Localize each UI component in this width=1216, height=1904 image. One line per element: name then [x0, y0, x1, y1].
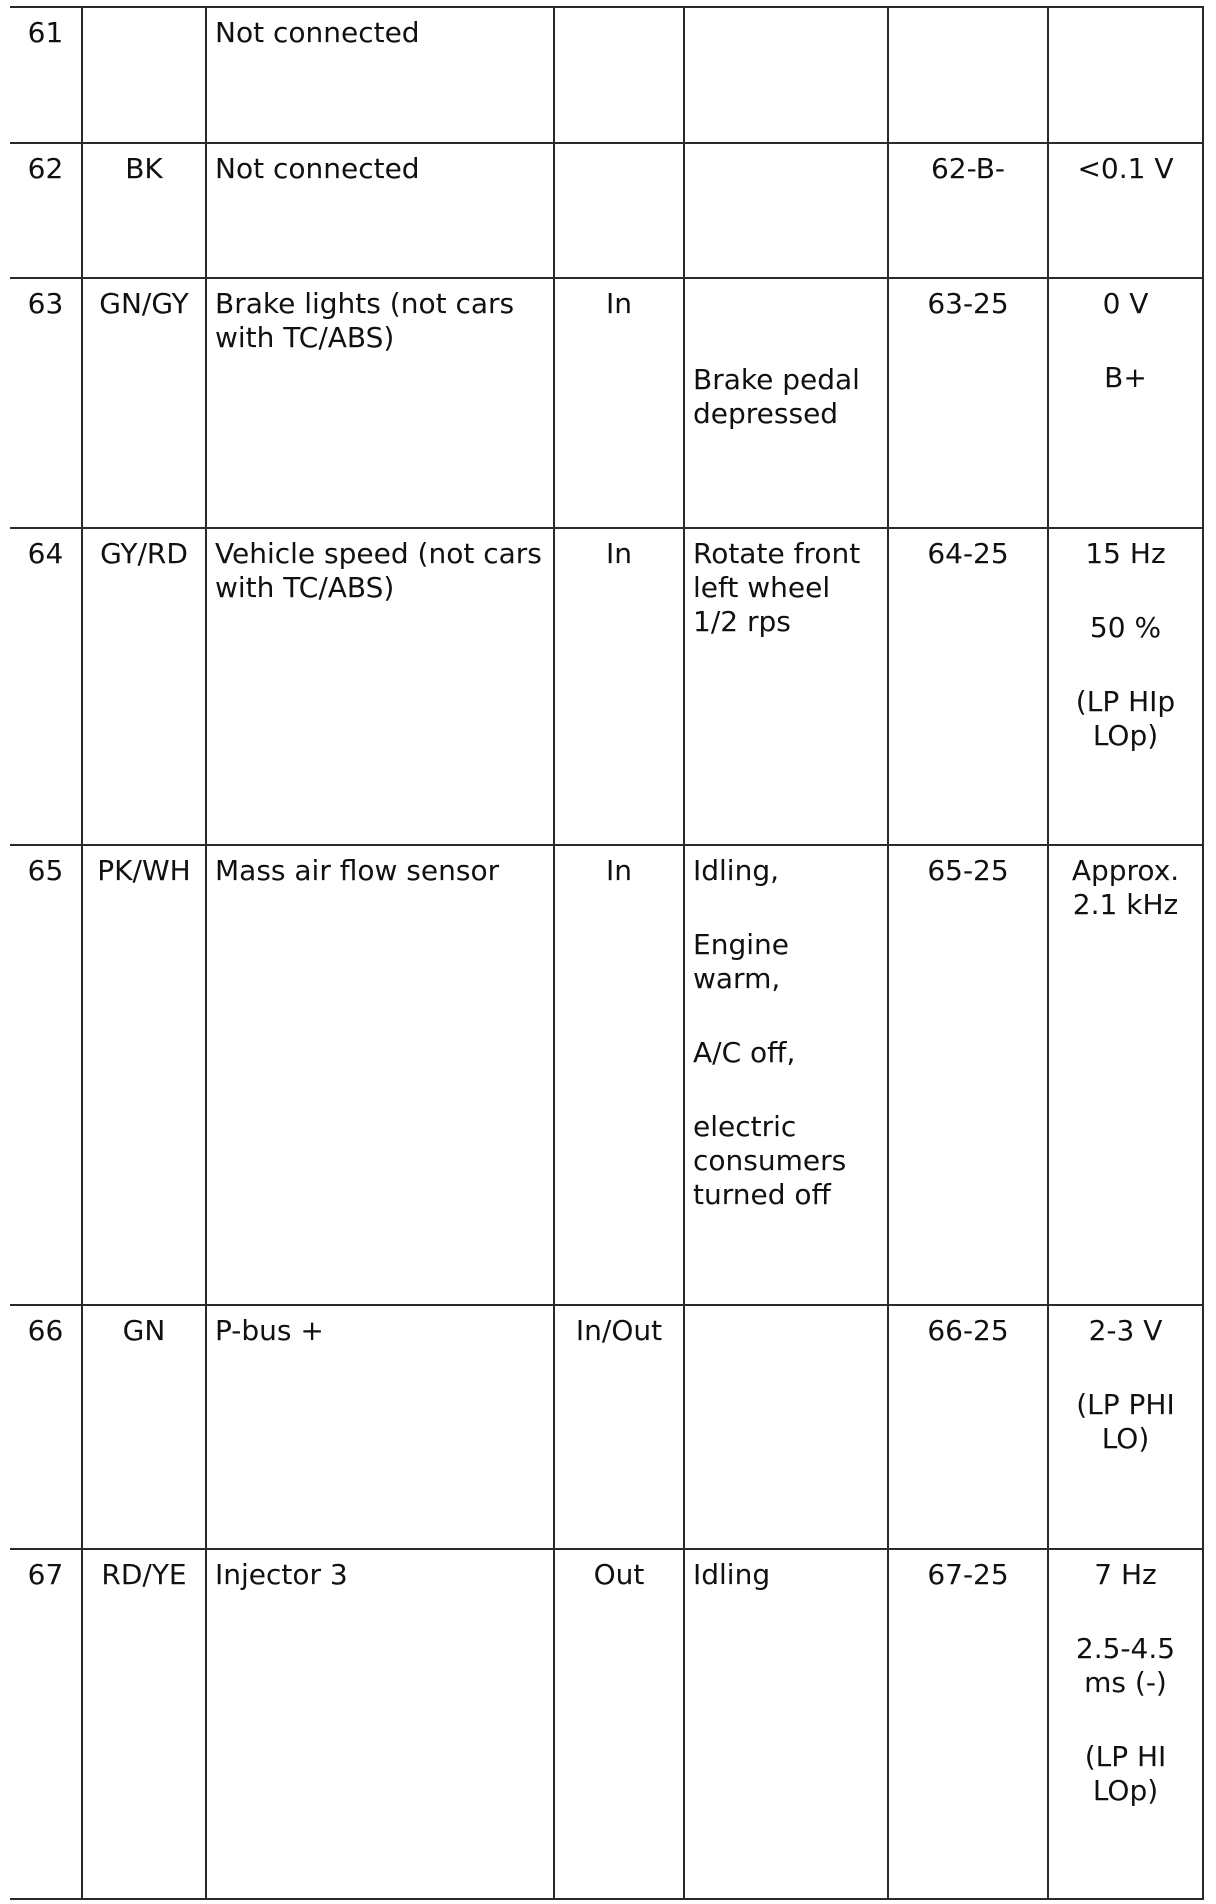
measure-points — [888, 7, 1048, 143]
test-condition: electric consumers turned off — [693, 1110, 847, 1211]
table-row — [10, 1305, 1203, 1549]
pin-description: Brake lights (not cars with TC/ABS) — [206, 278, 554, 528]
pin-number: 65 — [10, 845, 82, 1305]
nominal-values — [1048, 845, 1203, 1305]
signal-direction: In — [554, 278, 684, 528]
test-conditions — [684, 278, 888, 528]
pin-number: 62 — [10, 143, 82, 278]
signal-direction: In — [554, 845, 684, 1305]
signal-direction — [554, 7, 684, 143]
pin-description: Vehicle speed (not cars with TC/ABS) — [206, 528, 554, 845]
test-conditions — [684, 1549, 888, 1899]
pin-number: 67 — [10, 1549, 82, 1899]
signal-direction: In/Out — [554, 1305, 684, 1549]
test-conditions — [684, 845, 888, 1305]
nominal-value: (LP HI LOp) — [1084, 1740, 1167, 1807]
nominal-value: (LP PHI LO) — [1076, 1388, 1175, 1455]
test-condition: Brake pedal depressed — [693, 363, 860, 430]
nominal-value: B+ — [1104, 361, 1147, 394]
table-row — [10, 1549, 1203, 1899]
table-row — [10, 278, 1203, 528]
nominal-value: 15 Hz — [1085, 537, 1166, 570]
pin-number: 64 — [10, 528, 82, 845]
signal-direction — [554, 143, 684, 278]
test-conditions — [684, 143, 888, 278]
pin-description: Mass air flow sensor — [206, 845, 554, 1305]
pin-table — [10, 6, 1204, 1900]
pin-description: Not connected — [206, 7, 554, 143]
nominal-value: Approx. 2.1 kHz — [1071, 854, 1180, 921]
nominal-value: 2-3 V — [1088, 1314, 1163, 1347]
pin-description: Not connected — [206, 143, 554, 278]
test-condition: Engine warm, — [693, 928, 789, 995]
wire-color: GN/GY — [82, 278, 206, 528]
test-condition: Idling, — [693, 854, 780, 887]
nominal-values — [1048, 1305, 1203, 1549]
table-row — [10, 845, 1203, 1305]
test-condition: A/C off, — [693, 1036, 796, 1069]
table-row — [10, 7, 1203, 143]
measure-points: 65-25 — [888, 845, 1048, 1305]
wire-color: GY/RD — [82, 528, 206, 845]
test-conditions — [684, 7, 888, 143]
pin-number: 63 — [10, 278, 82, 528]
measure-points: 64-25 — [888, 528, 1048, 845]
signal-direction: Out — [554, 1549, 684, 1899]
nominal-value: 50 % — [1089, 611, 1162, 644]
nominal-values — [1048, 143, 1203, 278]
signal-direction: In — [554, 528, 684, 845]
pin-number: 61 — [10, 7, 82, 143]
wire-color: BK — [82, 143, 206, 278]
nominal-values — [1048, 278, 1203, 528]
nominal-value: 0 V — [1102, 287, 1149, 320]
wire-color: RD/YE — [82, 1549, 206, 1899]
nominal-values — [1048, 1549, 1203, 1899]
test-conditions — [684, 528, 888, 845]
measure-points: 66-25 — [888, 1305, 1048, 1549]
test-conditions — [684, 1305, 888, 1549]
nominal-value: 7 Hz — [1094, 1558, 1157, 1591]
pin-description: P-bus + — [206, 1305, 554, 1549]
measure-points: 62-B- — [888, 143, 1048, 278]
measure-points: 63-25 — [888, 278, 1048, 528]
nominal-values — [1048, 7, 1203, 143]
nominal-value: 2.5-4.5 ms (-) — [1075, 1632, 1176, 1699]
pin-description: Injector 3 — [206, 1549, 554, 1899]
nominal-value: (LP HIp LOp) — [1075, 685, 1176, 752]
table-row — [10, 143, 1203, 278]
measure-points: 67-25 — [888, 1549, 1048, 1899]
wire-color: GN — [82, 1305, 206, 1549]
wire-color: PK/WH — [82, 845, 206, 1305]
wire-color — [82, 7, 206, 143]
nominal-value: <0.1 V — [1077, 152, 1174, 185]
pin-number: 66 — [10, 1305, 82, 1549]
table-row — [10, 528, 1203, 845]
nominal-values — [1048, 528, 1203, 845]
test-condition: Rotate front left wheel 1/2 rps — [693, 537, 861, 638]
test-condition: Idling — [693, 1558, 771, 1591]
